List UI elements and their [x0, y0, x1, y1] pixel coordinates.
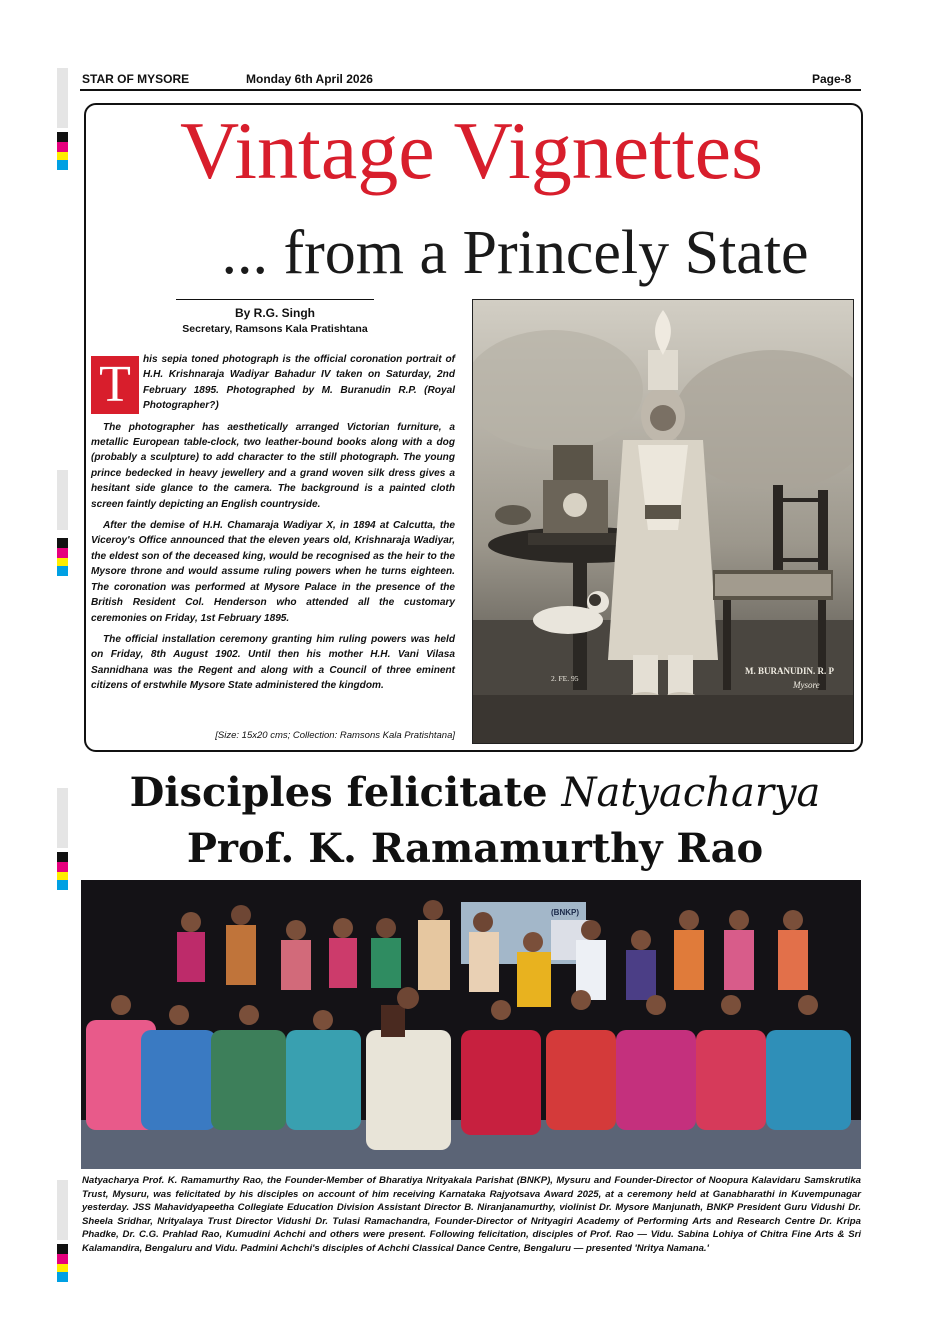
- photo-caption: Natyacharya Prof. K. Ramamurthy Rao, the Founder-Member of Bharatiya Nrityakala Parishat (BNKP), Mysuru and Founder-Director of Noopura Kalavidaru Samskrutika Trust, Mysuru, was felicitated by his disciples on account of him receiving Karnataka Rajyotsava Award 2025, at a ceremony held at Ganabharathi in Kuvempunagar yesterday. JSS Mahavidyapeetha Collegiate Education Division Assistant Director B. Niranjanamurthy, violinist Dr. Mysore Manjunath, BNKP President Guru Vidushi Dr. Sheela Sridhar, Nrityalaya Trust Director Vidushi Dr. Tulasi Ramachandra, Founder-Director of Nrityagiri Academy of Performing Arts and Research Centre Dr. Kripa Phadke, Dr. C.G. Prahlad Rao, Kumudini Achchi and others were present. Following felicitation, disciples of Prof. Rao — Vidu. Sabina Lohiya of Chitra Fine Arts & Sri Kalamandira, Bengaluru and Vidu. Padmini Achchi's disciples of Achchi Classical Dance Centre, Bengaluru — presented 'Nritya Namana.': [82, 1175, 861, 1254]
- coronation-photo-illustration: [473, 300, 853, 743]
- feature-subtitle: ... from a Princely State: [221, 219, 809, 287]
- story-headline-line2: Prof. K. Ramamurthy Rao: [186, 825, 764, 872]
- photographer-mark: M. BURANUDIN. R. P: [745, 666, 834, 676]
- banner-text: (BNKP): [551, 908, 579, 917]
- coronation-photograph: [472, 299, 854, 744]
- article-paragraph: The official installation ceremony granting him ruling powers was held on Friday, 8th August 1902. Until then his mother H.H. Vani Vilasa Sannidhana was the Regent and along with a Council of three eminent citizens of erstwhile Mysore State administered the kingdom.: [91, 633, 455, 692]
- byline-role: Secretary, Ramsons Kala Pratishtana: [182, 323, 368, 335]
- photo-size-note: [Size: 15x20 cms; Collection: Ramsons Kala Pratishtana]: [215, 730, 455, 741]
- group-photograph: [81, 880, 861, 1169]
- headline-plain: Disciples felicitate: [129, 769, 562, 816]
- page-number: Page-8: [812, 72, 852, 86]
- feature-title: Vintage Vignettes: [179, 105, 763, 196]
- newspaper-name: STAR OF MYSORE: [82, 72, 190, 86]
- byline: By R.G. Singh: [234, 306, 315, 320]
- article-paragraph: After the demise of H.H. Chamaraja Wadiyar X, in 1894 at Calcutta, the Viceroy's Office announced that the eleven years old, Krishnaraja Wadiyar, the eldest son of the deceased king, would be recognised as the heir to the Mysore throne and would assume ruling powers when he turns eighteen. The coronation was performed at Mysore Palace in the presence of the British Resident Col. Henderson who attended all the customary ceremonies on Friday, 1st February 1895.: [91, 520, 455, 624]
- group-photo-illustration: [81, 880, 861, 1169]
- issue-date: Monday 6th April 2026: [246, 72, 373, 86]
- byline-rule: [176, 299, 374, 300]
- article-paragraph: his sepia toned photograph is the official coronation portrait of H.H. Krishnaraja Wadiyar Bahadur IV taken on Saturday, 2nd February 1895. Photographed by M. Buranudin R.P. (Royal Photographer?): [143, 354, 455, 412]
- header-rule: [80, 89, 861, 91]
- photographer-city: Mysore: [793, 680, 820, 690]
- article-paragraph: The photographer has aesthetically arranged Victorian furniture, a metallic European table-clock, two leather-bound books along with a dog (probably a sculpture) to add character to the still photograph. The young prince bedecked in heavy jewellery and a grand woven silk dress gives a hesitant side glance to the camera. The background is a painted cloth screen faintly depicting an English countryside.: [91, 421, 455, 510]
- headline-italic: Natyacharya: [561, 770, 821, 816]
- photo-date-mark: 2. FE. 95: [551, 674, 579, 683]
- story-headline: [70, 766, 880, 820]
- feature-article: [91, 352, 455, 700]
- drop-cap: T: [91, 356, 139, 414]
